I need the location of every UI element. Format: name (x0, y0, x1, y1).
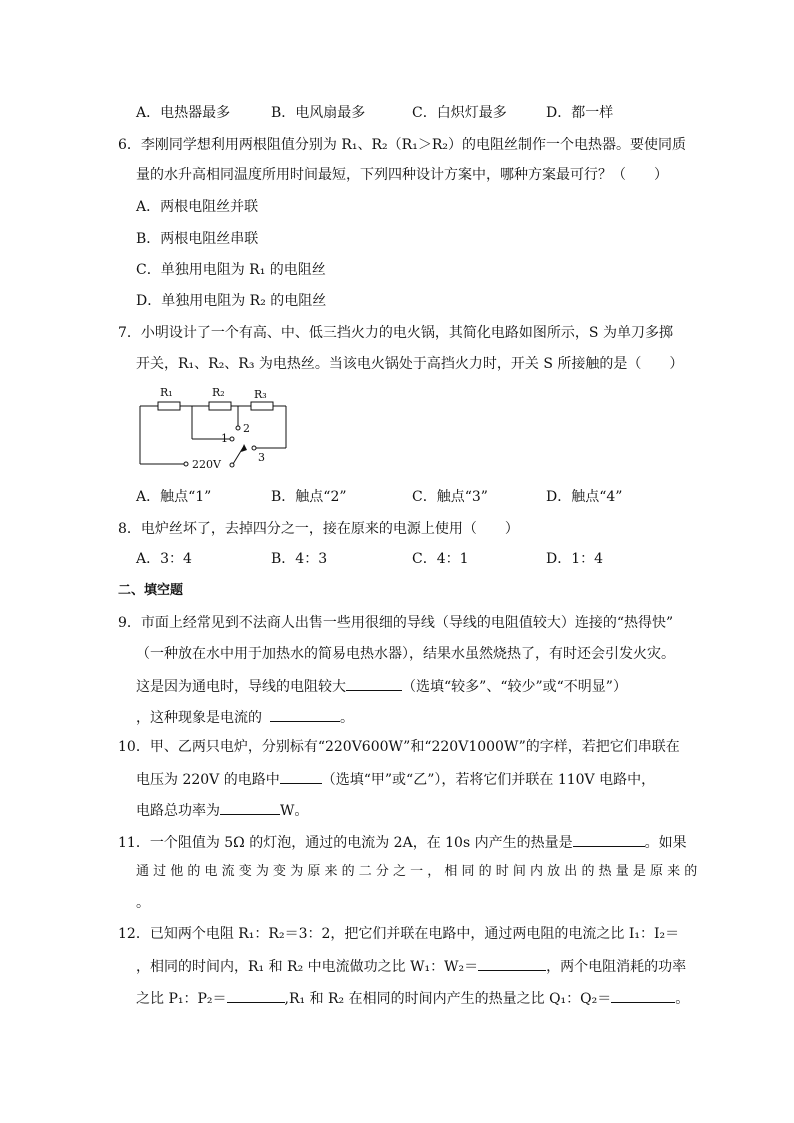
q9-line4-text-a: ，这种现象是电流的 (136, 710, 262, 726)
q11-stem-line3: 。 (136, 895, 150, 911)
q11-line1-text-b: 。如果 (644, 835, 687, 851)
q9-stem-line1: 9．市面上经常见到不法商人出售一些用很细的导线（导线的电阻值较大）连接的“热得快” (118, 615, 674, 631)
q10-line2-text-b: （选填“甲”或“乙”），若将它们并联在 110V 电路中， (321, 772, 656, 788)
label-contact-2: 2 (243, 422, 250, 435)
q5-option-d[interactable]: D．都一样 (546, 105, 614, 121)
q5-option-c[interactable]: C．白炽灯最多 (412, 105, 507, 121)
q7-option-a[interactable]: A．触点“1” (136, 489, 212, 505)
q8-option-c[interactable]: C．4：1 (412, 551, 469, 567)
q12-stem-line2 (136, 956, 686, 976)
q11-line1-text-a: 11．一个阻值为 5Ω 的灯泡，通过的电流为 2A，在 10s 内产生的热量是 (118, 835, 573, 851)
q10-stem-line1: 10．甲、乙两只电炉，分别标有“220V600W”和“220V1000W”的字样，若把它们串联在 (118, 739, 680, 755)
resistor-r3 (251, 402, 273, 410)
q12-line3-text-c: 。 (675, 991, 690, 1007)
q6-option-a[interactable]: A．两根电阻丝并联 (136, 199, 259, 215)
q10-stem-line3 (136, 800, 308, 820)
q7-option-c[interactable]: C．触点“3” (412, 489, 488, 505)
q9-line3-text-b: （选填“较多”、“较少”或“不明显”） (402, 679, 627, 695)
label-r1: R₁ (160, 386, 173, 399)
q8-option-b[interactable]: B．4：3 (271, 551, 328, 567)
section-title-fill-in: 二、填空题 (118, 583, 184, 598)
q6-stem-line2: 量的水升高相同温度所用时间最短，下列四种设计方案中，哪种方案最可行？（ ） (136, 167, 668, 183)
q7-stem-line2: 开关，R₁、R₂、R₃ 为电热丝。当该电火锅处于高挡火力时，开关 S 所接触的是（ ） (136, 356, 684, 372)
label-r3: R₃ (254, 388, 267, 401)
q7-option-b[interactable]: B．触点“2” (271, 489, 347, 505)
q11-stem-line2: 通 过 他 的 电 流 变 为 变 为 原 来 的 二 分 之 一 ， 相 同 的 时 间 内 放 出 的 热 量 是 原 来 的 (136, 864, 698, 879)
q8-option-a[interactable]: A．3：4 (136, 551, 192, 567)
resistor-r1 (158, 402, 180, 410)
q11-blank-1[interactable] (573, 832, 645, 847)
q12-line2-text-a: ，相同的时间内，R₁ 和 R₂ 中电流做功之比 W₁：W₂＝ (136, 959, 479, 975)
q12-stem-line3 (136, 988, 689, 1008)
q11-stem-line1 (118, 832, 687, 852)
label-contact-1: 1 (221, 432, 228, 445)
resistor-r2 (209, 402, 231, 410)
contact-1 (230, 437, 234, 441)
q10-line3-text-a: 电路总功率为 (136, 803, 220, 819)
terminal-left (184, 462, 188, 466)
q9-line3-text-a: 这是因为通电时，导线的电阻较大 (136, 679, 346, 695)
q9-line4-text-b: 。 (340, 710, 354, 726)
q9-stem-line2: （一种放在水中用于加热水的简易电热水器），结果水虽然烧热了，有时还会引发火灾。 (136, 646, 675, 662)
q9-stem-line3 (136, 676, 627, 696)
contact-2 (236, 426, 240, 430)
q6-option-d[interactable]: D．单独用电阻为 R₂ 的电阻丝 (136, 293, 327, 309)
q12-blank-3[interactable] (227, 988, 285, 1003)
q10-blank-2[interactable] (220, 800, 280, 815)
q6-option-c[interactable]: C．单独用电阻为 R₁ 的电阻丝 (136, 262, 326, 278)
q7-stem-line1: 7．小明设计了一个有高、中、低三挡火力的电火锅，其简化电路如图所示，S 为单刀多掷 (118, 325, 673, 341)
q6-option-b[interactable]: B．两根电阻丝串联 (136, 231, 259, 247)
q5-option-b[interactable]: B．电风扇最多 (271, 105, 366, 121)
q12-blank-4[interactable] (611, 988, 675, 1003)
label-r2: R₂ (212, 386, 225, 399)
label-contact-3: 3 (258, 451, 265, 464)
q8-option-d[interactable]: D．1：4 (546, 551, 604, 567)
q9-blank-2[interactable] (270, 707, 340, 722)
q12-line3-text-a: 之比 P₁：P₂＝ (136, 991, 227, 1007)
q10-blank-1[interactable] (280, 769, 322, 784)
q7-circuit-diagram (130, 382, 300, 474)
q8-stem: 8．电炉丝坏了，去掉四分之一，接在原来的电源上使用（ ） (118, 521, 519, 537)
q12-stem-line1: 12．已知两个电阻 R₁：R₂＝3：2，把它们并联在电路中，通过两电阻的电流之比 I₁：I₂＝ (118, 926, 680, 942)
terminal-switch (230, 463, 234, 467)
q10-line2-text-a: 电压为 220V 的电路中 (136, 772, 280, 788)
label-source: 220V (192, 458, 221, 471)
q10-line3-text-b: W。 (280, 803, 309, 819)
contact-3 (252, 446, 256, 450)
q5-option-a[interactable]: A．电热器最多 (136, 105, 231, 121)
q12-blank-2[interactable] (478, 956, 546, 971)
q12-line3-text-b: ,R₁ 和 R₂ 在相同的时间内产生的热量之比 Q₁：Q₂＝ (284, 991, 612, 1007)
q9-stem-line4 (136, 707, 354, 727)
switch-arrow-icon (241, 444, 247, 452)
q9-blank-1[interactable] (346, 676, 402, 691)
q12-line2-text-b: ，两个电阻消耗的功率 (546, 959, 687, 975)
q6-stem-line1: 6．李刚同学想利用两根阻值分别为 R₁、R₂（R₁＞R₂）的电阻丝制作一个电热器。要使同质 (118, 137, 686, 153)
q7-option-d[interactable]: D．触点“4” (546, 489, 623, 505)
q10-stem-line2 (136, 769, 655, 789)
